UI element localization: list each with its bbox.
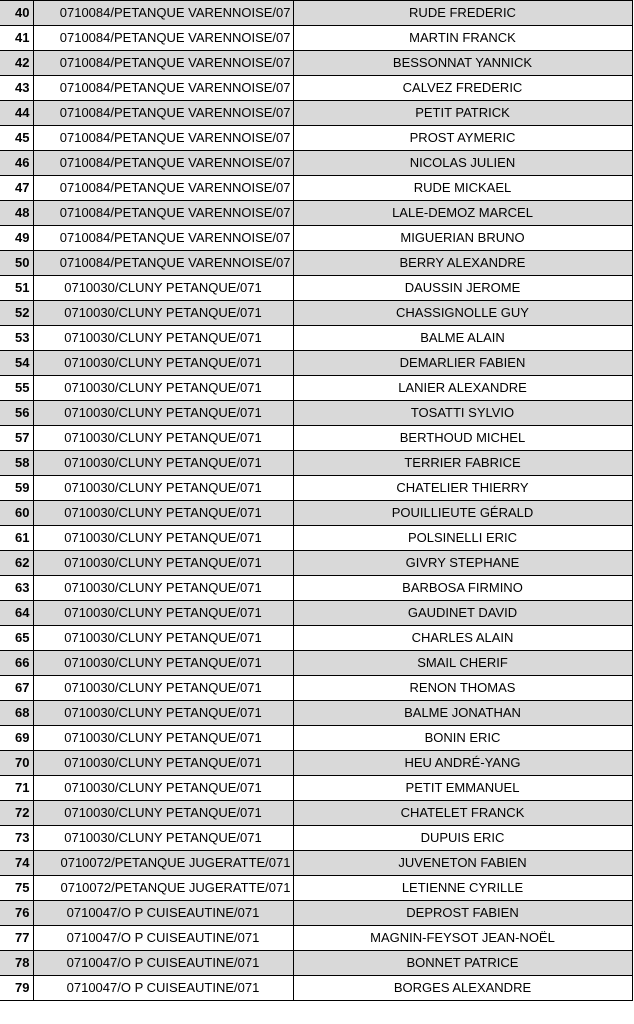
row-number: 57 bbox=[0, 426, 33, 451]
row-number: 56 bbox=[0, 401, 33, 426]
player-name-cell: BERRY ALEXANDRE bbox=[293, 251, 632, 276]
player-name-cell: DUPUIS ERIC bbox=[293, 826, 632, 851]
club-cell: 0710047/O P CUISEAUTINE/071 bbox=[33, 901, 293, 926]
club-cell: 0710030/CLUNY PETANQUE/071 bbox=[33, 651, 293, 676]
table-row bbox=[0, 801, 632, 826]
row-number: 69 bbox=[0, 726, 33, 751]
club-cell: 0710030/CLUNY PETANQUE/071 bbox=[33, 726, 293, 751]
table-row bbox=[0, 851, 632, 876]
table-row bbox=[0, 151, 632, 176]
player-name-cell: CALVEZ FREDERIC bbox=[293, 76, 632, 101]
row-number: 59 bbox=[0, 476, 33, 501]
row-number: 40 bbox=[0, 1, 33, 26]
club-cell: 0710030/CLUNY PETANQUE/071 bbox=[33, 326, 293, 351]
table-row bbox=[0, 776, 632, 801]
player-name-cell: BALME JONATHAN bbox=[293, 701, 632, 726]
player-name-cell: GAUDINET DAVID bbox=[293, 601, 632, 626]
club-cell: 0710084/PETANQUE VARENNOISE/07 bbox=[33, 126, 293, 151]
player-name-cell: MAGNIN-FEYSOT JEAN-NOËL bbox=[293, 926, 632, 951]
club-cell: 0710047/O P CUISEAUTINE/071 bbox=[33, 976, 293, 1001]
row-number: 50 bbox=[0, 251, 33, 276]
player-name-cell: POUILLIEUTE GÉRALD bbox=[293, 501, 632, 526]
club-cell: 0710084/PETANQUE VARENNOISE/07 bbox=[33, 51, 293, 76]
club-cell: 0710030/CLUNY PETANQUE/071 bbox=[33, 801, 293, 826]
row-number: 68 bbox=[0, 701, 33, 726]
row-number: 51 bbox=[0, 276, 33, 301]
player-name-cell: DEPROST FABIEN bbox=[293, 901, 632, 926]
player-name-cell: BERTHOUD MICHEL bbox=[293, 426, 632, 451]
club-cell: 0710072/PETANQUE JUGERATTE/071 bbox=[33, 851, 293, 876]
table-row bbox=[0, 626, 632, 651]
player-name-cell: BONNET PATRICE bbox=[293, 951, 632, 976]
club-cell: 0710030/CLUNY PETANQUE/071 bbox=[33, 351, 293, 376]
row-number: 47 bbox=[0, 176, 33, 201]
row-number: 58 bbox=[0, 451, 33, 476]
club-cell: 0710030/CLUNY PETANQUE/071 bbox=[33, 526, 293, 551]
club-cell: 0710084/PETANQUE VARENNOISE/07 bbox=[33, 151, 293, 176]
club-cell: 0710030/CLUNY PETANQUE/071 bbox=[33, 701, 293, 726]
player-name-cell: BESSONNAT YANNICK bbox=[293, 51, 632, 76]
table-row bbox=[0, 526, 632, 551]
club-cell: 0710030/CLUNY PETANQUE/071 bbox=[33, 426, 293, 451]
table-row bbox=[0, 351, 632, 376]
player-name-cell: LETIENNE CYRILLE bbox=[293, 876, 632, 901]
row-number: 70 bbox=[0, 751, 33, 776]
table-row bbox=[0, 476, 632, 501]
row-number: 46 bbox=[0, 151, 33, 176]
table-row bbox=[0, 376, 632, 401]
row-number: 42 bbox=[0, 51, 33, 76]
table-row bbox=[0, 576, 632, 601]
club-cell: 0710084/PETANQUE VARENNOISE/07 bbox=[33, 101, 293, 126]
club-cell: 0710030/CLUNY PETANQUE/071 bbox=[33, 576, 293, 601]
club-cell: 0710030/CLUNY PETANQUE/071 bbox=[33, 826, 293, 851]
player-name-cell: JUVENETON FABIEN bbox=[293, 851, 632, 876]
row-number: 75 bbox=[0, 876, 33, 901]
club-cell: 0710030/CLUNY PETANQUE/071 bbox=[33, 301, 293, 326]
table-row bbox=[0, 201, 632, 226]
row-number: 74 bbox=[0, 851, 33, 876]
club-cell: 0710084/PETANQUE VARENNOISE/07 bbox=[33, 226, 293, 251]
club-cell: 0710047/O P CUISEAUTINE/071 bbox=[33, 951, 293, 976]
table-row bbox=[0, 601, 632, 626]
table-row bbox=[0, 276, 632, 301]
table-row bbox=[0, 1, 632, 26]
row-number: 72 bbox=[0, 801, 33, 826]
club-cell: 0710030/CLUNY PETANQUE/071 bbox=[33, 476, 293, 501]
player-name-cell: LANIER ALEXANDRE bbox=[293, 376, 632, 401]
club-cell: 0710084/PETANQUE VARENNOISE/07 bbox=[33, 76, 293, 101]
club-cell: 0710072/PETANQUE JUGERATTE/071 bbox=[33, 876, 293, 901]
player-name-cell: BARBOSA FIRMINO bbox=[293, 576, 632, 601]
club-cell: 0710030/CLUNY PETANQUE/071 bbox=[33, 626, 293, 651]
table-row bbox=[0, 76, 632, 101]
player-name-cell: RUDE FREDERIC bbox=[293, 1, 632, 26]
row-number: 45 bbox=[0, 126, 33, 151]
row-number: 64 bbox=[0, 601, 33, 626]
club-cell: 0710084/PETANQUE VARENNOISE/07 bbox=[33, 251, 293, 276]
row-number: 73 bbox=[0, 826, 33, 851]
row-number: 61 bbox=[0, 526, 33, 551]
table-row bbox=[0, 501, 632, 526]
club-cell: 0710030/CLUNY PETANQUE/071 bbox=[33, 451, 293, 476]
player-name-cell: HEU ANDRÉ-YANG bbox=[293, 751, 632, 776]
club-cell: 0710030/CLUNY PETANQUE/071 bbox=[33, 276, 293, 301]
club-cell: 0710030/CLUNY PETANQUE/071 bbox=[33, 601, 293, 626]
player-name-cell: PETIT EMMANUEL bbox=[293, 776, 632, 801]
table-row bbox=[0, 26, 632, 51]
row-number: 43 bbox=[0, 76, 33, 101]
row-number: 55 bbox=[0, 376, 33, 401]
club-cell: 0710030/CLUNY PETANQUE/071 bbox=[33, 376, 293, 401]
club-cell: 0710030/CLUNY PETANQUE/071 bbox=[33, 551, 293, 576]
roster-body bbox=[0, 1, 632, 1001]
player-name-cell: GIVRY STEPHANE bbox=[293, 551, 632, 576]
table-row bbox=[0, 876, 632, 901]
player-name-cell: BALME ALAIN bbox=[293, 326, 632, 351]
row-number: 77 bbox=[0, 926, 33, 951]
club-cell: 0710030/CLUNY PETANQUE/071 bbox=[33, 501, 293, 526]
table-row bbox=[0, 551, 632, 576]
table-row bbox=[0, 326, 632, 351]
row-number: 53 bbox=[0, 326, 33, 351]
table-row bbox=[0, 101, 632, 126]
player-name-cell: POLSINELLI ERIC bbox=[293, 526, 632, 551]
club-cell: 0710084/PETANQUE VARENNOISE/07 bbox=[33, 176, 293, 201]
table-row bbox=[0, 726, 632, 751]
player-name-cell: BONIN ERIC bbox=[293, 726, 632, 751]
table-row bbox=[0, 751, 632, 776]
club-cell: 0710030/CLUNY PETANQUE/071 bbox=[33, 676, 293, 701]
row-number: 71 bbox=[0, 776, 33, 801]
row-number: 76 bbox=[0, 901, 33, 926]
table-row bbox=[0, 651, 632, 676]
player-name-cell: DEMARLIER FABIEN bbox=[293, 351, 632, 376]
club-cell: 0710030/CLUNY PETANQUE/071 bbox=[33, 401, 293, 426]
player-name-cell: TOSATTI SYLVIO bbox=[293, 401, 632, 426]
player-name-cell: CHASSIGNOLLE GUY bbox=[293, 301, 632, 326]
table-row bbox=[0, 226, 632, 251]
table-row bbox=[0, 251, 632, 276]
row-number: 44 bbox=[0, 101, 33, 126]
table-row bbox=[0, 126, 632, 151]
club-cell: 0710047/O P CUISEAUTINE/071 bbox=[33, 926, 293, 951]
row-number: 52 bbox=[0, 301, 33, 326]
row-number: 67 bbox=[0, 676, 33, 701]
player-name-cell: RENON THOMAS bbox=[293, 676, 632, 701]
player-name-cell: LALE-DEMOZ MARCEL bbox=[293, 201, 632, 226]
row-number: 41 bbox=[0, 26, 33, 51]
table-row bbox=[0, 176, 632, 201]
table-row bbox=[0, 926, 632, 951]
table-row bbox=[0, 401, 632, 426]
club-cell: 0710084/PETANQUE VARENNOISE/07 bbox=[33, 1, 293, 26]
table-row bbox=[0, 901, 632, 926]
row-number: 63 bbox=[0, 576, 33, 601]
player-name-cell: BORGES ALEXANDRE bbox=[293, 976, 632, 1001]
club-cell: 0710084/PETANQUE VARENNOISE/07 bbox=[33, 26, 293, 51]
row-number: 54 bbox=[0, 351, 33, 376]
player-name-cell: CHATELIER THIERRY bbox=[293, 476, 632, 501]
player-name-cell: CHATELET FRANCK bbox=[293, 801, 632, 826]
row-number: 49 bbox=[0, 226, 33, 251]
table-row bbox=[0, 51, 632, 76]
player-name-cell: MARTIN FRANCK bbox=[293, 26, 632, 51]
player-name-cell: CHARLES ALAIN bbox=[293, 626, 632, 651]
table-row bbox=[0, 301, 632, 326]
player-name-cell: SMAIL CHERIF bbox=[293, 651, 632, 676]
table-row bbox=[0, 451, 632, 476]
row-number: 78 bbox=[0, 951, 33, 976]
player-name-cell: RUDE MICKAEL bbox=[293, 176, 632, 201]
club-cell: 0710030/CLUNY PETANQUE/071 bbox=[33, 776, 293, 801]
player-name-cell: MIGUERIAN BRUNO bbox=[293, 226, 632, 251]
table-row bbox=[0, 426, 632, 451]
table-row bbox=[0, 701, 632, 726]
table-row bbox=[0, 951, 632, 976]
row-number: 79 bbox=[0, 976, 33, 1001]
table-row bbox=[0, 676, 632, 701]
row-number: 65 bbox=[0, 626, 33, 651]
row-number: 48 bbox=[0, 201, 33, 226]
table-row bbox=[0, 976, 632, 1001]
table-row bbox=[0, 826, 632, 851]
club-cell: 0710084/PETANQUE VARENNOISE/07 bbox=[33, 201, 293, 226]
club-cell: 0710030/CLUNY PETANQUE/071 bbox=[33, 751, 293, 776]
row-number: 62 bbox=[0, 551, 33, 576]
player-name-cell: PETIT PATRICK bbox=[293, 101, 632, 126]
player-name-cell: DAUSSIN JEROME bbox=[293, 276, 632, 301]
row-number: 60 bbox=[0, 501, 33, 526]
player-name-cell: TERRIER FABRICE bbox=[293, 451, 632, 476]
row-number: 66 bbox=[0, 651, 33, 676]
player-name-cell: NICOLAS JULIEN bbox=[293, 151, 632, 176]
player-name-cell: PROST AYMERIC bbox=[293, 126, 632, 151]
